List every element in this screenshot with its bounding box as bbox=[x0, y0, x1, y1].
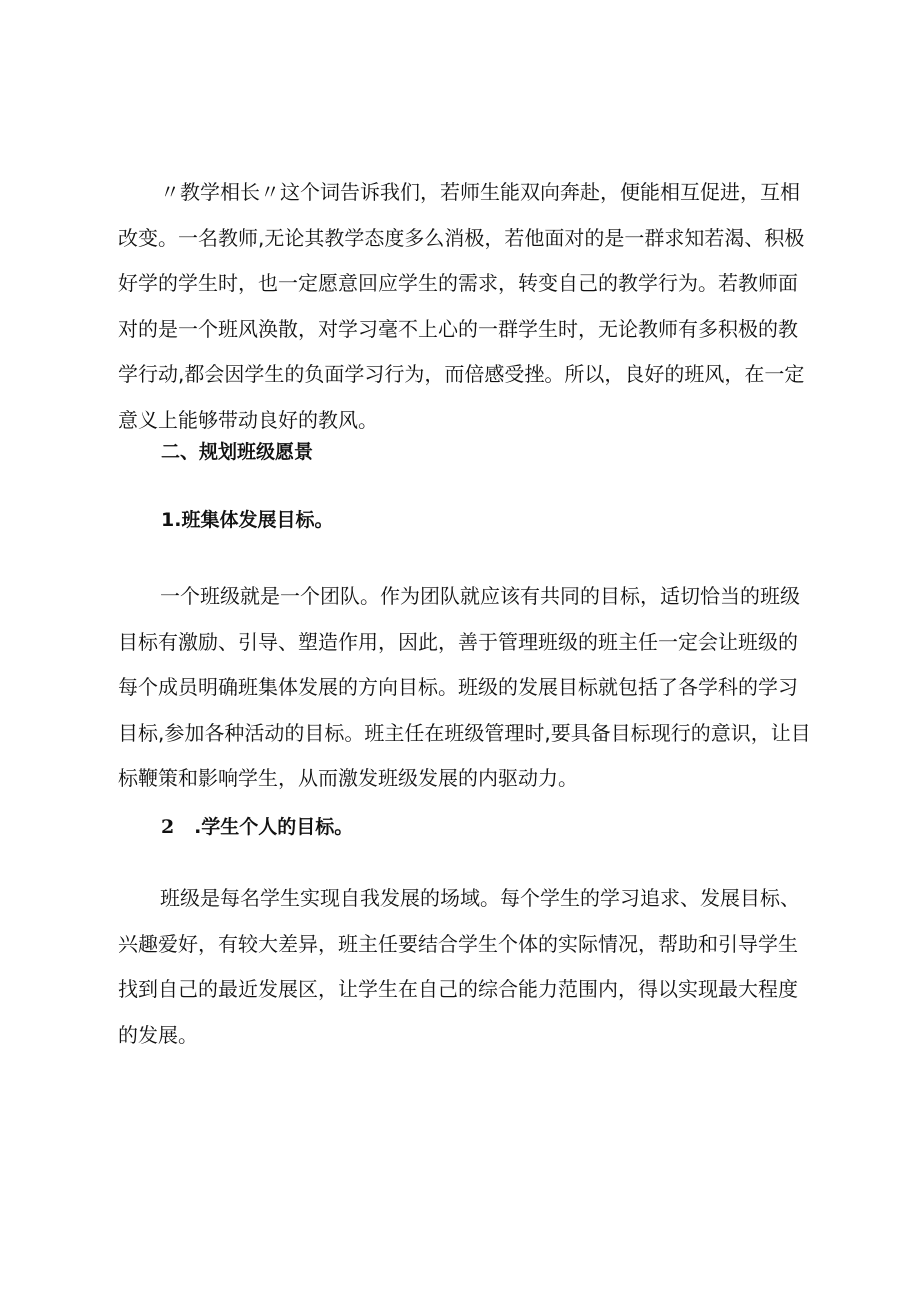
student-goals-paragraph bbox=[118, 876, 818, 1058]
paragraph-line bbox=[118, 876, 818, 922]
class-goals-paragraph bbox=[118, 574, 818, 802]
subsection-title: .学生个人的目标。 bbox=[194, 816, 354, 838]
paragraph-line: 的发展。 bbox=[118, 1022, 198, 1047]
paragraph-line: 好学的学生时，也一定愿意回应学生的需求，转变自己的教学行为。若教师面 bbox=[118, 271, 798, 295]
paragraph-line bbox=[118, 574, 818, 620]
section-heading: 二、规划班级愿景 bbox=[161, 441, 314, 463]
paragraph-line: 标鞭策和影响学生，从而激发班级发展的内驱动力。 bbox=[118, 766, 578, 790]
paragraph-line: 目标有激励、引导、塑造作用，因此，善于管理班级的班主任一定会让班级的 bbox=[118, 629, 798, 654]
subsection-heading-student-goals bbox=[161, 813, 353, 841]
line-text: 班级是每名学生实现自我发展的场域。每个学生的学习追求、发展目标、 bbox=[160, 886, 800, 910]
subsection-number: 2 bbox=[161, 816, 175, 838]
paragraph-line: 对的是一个班风涣散，对学习毫不上心的一群学生时，无论教师有多积极的教 bbox=[118, 316, 798, 341]
paragraph-line: 改变。一名教师,无论其教学态度多么消极，若他面对的是一群求知若渴、积极 bbox=[118, 225, 805, 250]
line-text: 〃教学相长〃这个词告诉我们，若师生能双向奔赴，便能相互促进，互相 bbox=[160, 180, 800, 204]
line-text: 一个班级就是一个团队。作为团队就应该有共同的目标，适切恰当的班级 bbox=[160, 584, 800, 608]
paragraph-line: 目标,参加各种活动的目标。班主任在班级管理时,要具备目标现行的意识，让目 bbox=[118, 720, 811, 745]
subsection-heading-class-goals: 1.班集体发展目标。 bbox=[161, 509, 334, 531]
paragraph-line: 每个成员明确班集体发展的方向目标。班级的发展目标就包括了各学科的学习 bbox=[118, 675, 798, 699]
paragraph-line: 意义上能够带动良好的教风。 bbox=[118, 407, 378, 432]
paragraph-line: 学行动,都会因学生的负面学习行为，而倍感受挫。所以，良好的班风，在一定 bbox=[118, 362, 805, 386]
paragraph-line bbox=[118, 170, 818, 216]
paragraph-line: 找到自己的最近发展区，让学生在自己的综合能力范围内，得以实现最大程度 bbox=[118, 977, 798, 1001]
intro-paragraph bbox=[118, 170, 818, 443]
paragraph-line: 兴趣爱好，有较大差异，班主任要结合学生个体的实际情况，帮助和引导学生 bbox=[118, 931, 798, 956]
